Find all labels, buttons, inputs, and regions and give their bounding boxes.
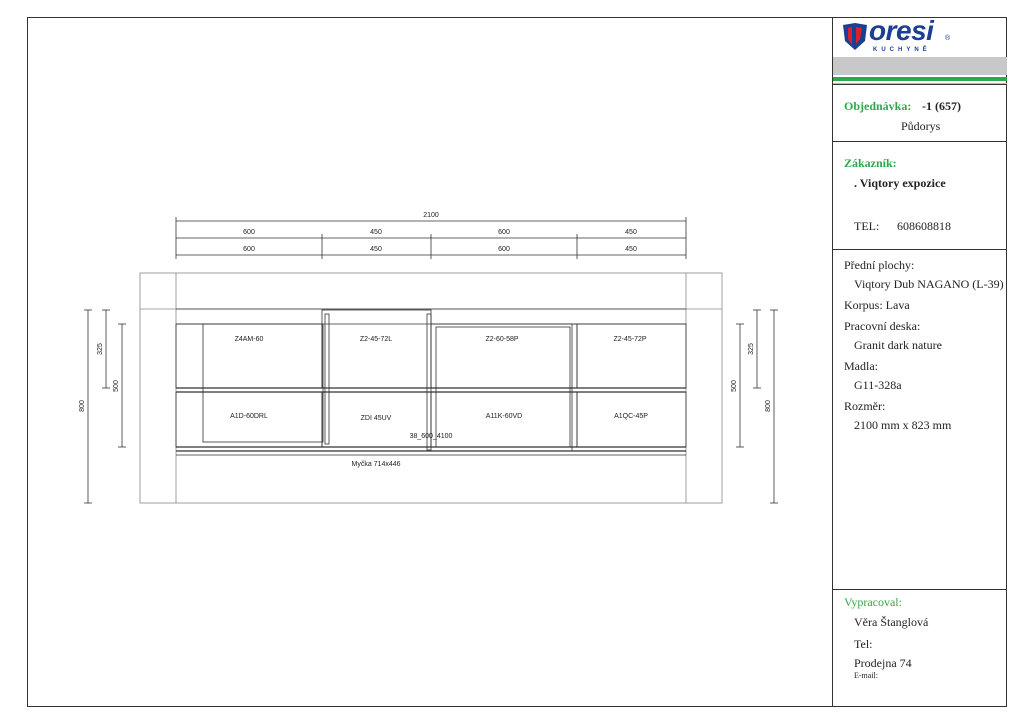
order-view: Půdorys [901, 119, 941, 133]
customer-tel: 608608818 [897, 219, 951, 233]
logo-grey-band [833, 57, 1007, 75]
dim-width-1c: 600 [498, 229, 510, 236]
dim-right-800: 800 [765, 400, 772, 412]
cabinet-label-lower-2: ZDI 45UV [360, 415, 392, 422]
cabinet-label-upper-2: Z2-45-72L [359, 336, 393, 343]
size-value: 2100 mm x 823 mm [854, 418, 952, 432]
dim-left-800: 800 [79, 400, 86, 412]
handles-value: G11-328a [854, 378, 902, 392]
dim-total-width: 2100 [423, 212, 439, 219]
author-email-label: E-mail: [854, 671, 878, 680]
dim-width-1b: 450 [370, 229, 382, 236]
dim-left-500: 500 [113, 380, 120, 392]
specs-section [833, 249, 1007, 589]
dim-width-1d: 450 [625, 229, 637, 236]
dim-right-325: 325 [748, 343, 755, 355]
dim-width-2d: 450 [625, 246, 637, 253]
customer-section [833, 141, 1007, 249]
cabinet-label-upper-3: Z2-60-58P [485, 336, 519, 343]
author-tel-label: Tel: [854, 637, 873, 651]
customer-tel-label: TEL: [854, 219, 880, 233]
worktop-label-side: Pracovní deska: [844, 319, 921, 333]
dim-width-2b: 450 [370, 246, 382, 253]
customer-name: . Viqtory expozice [854, 176, 946, 190]
cabinet-label-lower-3: A11K-60VD [485, 413, 523, 420]
order-label: Objednávka: [844, 99, 912, 113]
logo-subtitle: KUCHYNĚ [873, 47, 931, 53]
cabinet-label-lower-4: A1QC-45P [614, 413, 648, 420]
handles-label: Madla: [844, 359, 878, 373]
author-name: Věra Štanglová [854, 615, 929, 629]
cabinet-label-upper-4: Z2-45-72P [613, 336, 647, 343]
author-section [833, 589, 1007, 707]
dim-left-325: 325 [97, 343, 104, 355]
front-value: Viqtory Dub NAGANO (L-39) [854, 277, 1004, 291]
dim-width-2a: 600 [243, 246, 255, 253]
corpus-value: Korpus: Lava [844, 298, 910, 312]
logo-wordmark: oresi [869, 15, 934, 46]
author-store: Prodejna 74 [854, 656, 912, 670]
title-block [832, 17, 1007, 707]
dim-width-1a: 600 [243, 229, 255, 236]
order-section [833, 84, 1007, 141]
size-label: Rozměr: [844, 399, 886, 413]
logo-registered: ® [945, 35, 951, 42]
author-label: Vypracoval: [844, 595, 902, 609]
logo-green-line [833, 77, 1007, 81]
worktop-value: Granit dark nature [854, 338, 942, 352]
dim-width-2c: 600 [498, 246, 510, 253]
logo-shield-icon [842, 23, 868, 51]
cabinet-label-lower-1: A1D-60DRL [230, 413, 268, 420]
dim-right-500: 500 [731, 380, 738, 392]
order-value: -1 (657) [922, 99, 961, 113]
cabinet-label-upper-1: Z4AM-60 [234, 336, 264, 343]
dishwasher-label: Myčka 714x446 [351, 461, 401, 468]
customer-label: Zákazník: [844, 156, 897, 170]
worktop-label: 38_600_4100 [409, 433, 453, 440]
front-label: Přední plochy: [844, 258, 915, 272]
